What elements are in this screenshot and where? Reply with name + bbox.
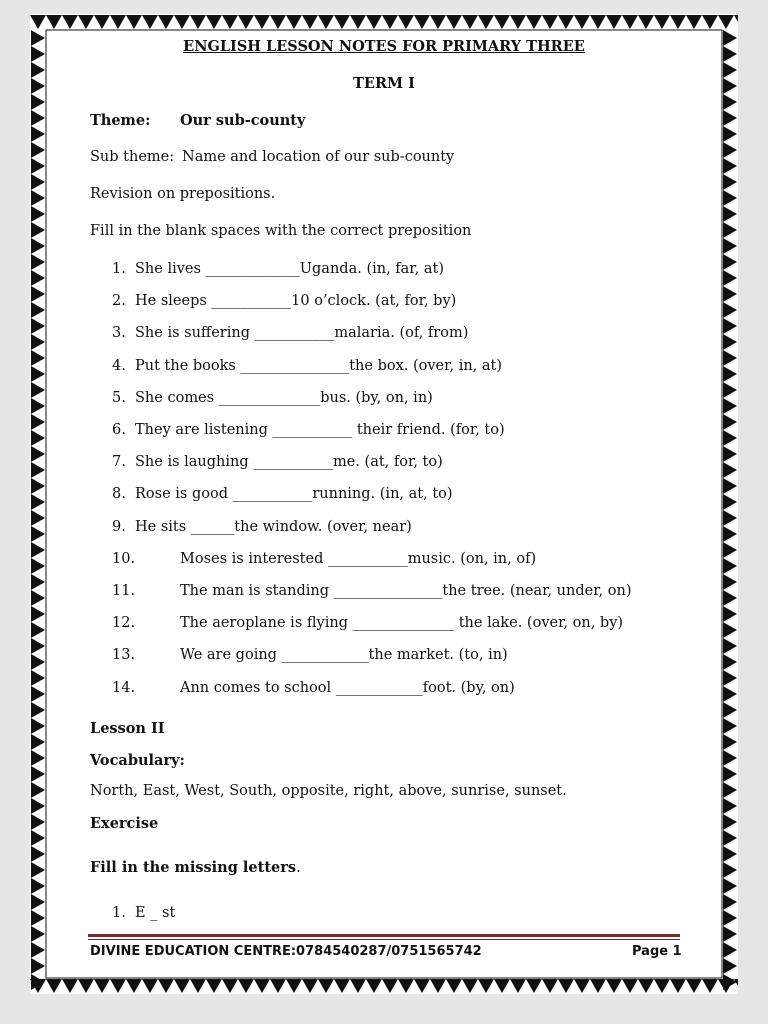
list-item-text: The aeroplane is flying ______________ the lake. (over, on, by)	[180, 615, 624, 632]
list-item-number: 14.	[112, 679, 136, 696]
list-item-text: The man is standing _______________the tree. (near, under, on)	[180, 583, 632, 599]
sub-theme-label: Sub theme:	[90, 149, 175, 165]
exercise-heading: Exercise	[90, 815, 159, 832]
list-item-number: 10.	[112, 550, 136, 567]
list-item-number: 7.	[112, 454, 126, 471]
vocabulary-words: North, East, West, South, opposite, right, above, sunrise, sunset.	[90, 783, 567, 799]
list-item-text: Rose is good ___________running. (in, at, to)	[135, 486, 453, 503]
list-item-text: He sits ______the window. (over, near)	[135, 518, 412, 535]
list-item-text: We are going ____________the market. (to, in)	[180, 647, 508, 664]
list-item-text: Moses is interested ___________music. (on, in, of)	[180, 550, 537, 567]
list-item-text: Ann comes to school ____________foot. (by, on)	[180, 679, 515, 696]
lesson-heading: Lesson II	[90, 720, 165, 737]
footer-rule-thick	[88, 934, 680, 937]
term-heading: TERM I	[353, 75, 415, 92]
footer-page-number: Page 1	[632, 944, 682, 959]
list-item-number: 12.	[112, 615, 136, 632]
missing-letters-period: .	[296, 860, 301, 876]
list-item-text: She is laughing ___________me. (at, for, to)	[135, 454, 443, 471]
list-item-text: E _ st	[135, 905, 176, 921]
list-item-number: 6.	[112, 422, 126, 438]
vocabulary-heading: Vocabulary:	[90, 752, 185, 769]
list-item-number: 8.	[112, 486, 126, 503]
page-content	[30, 14, 738, 994]
exercise-instruction: Fill in the blank spaces with the correct preposition	[90, 223, 472, 239]
sub-theme-value: Name and location of our sub-county	[182, 149, 455, 165]
list-item-number: 13.	[112, 647, 136, 664]
revision-line: Revision on prepositions.	[90, 186, 276, 202]
list-item-number: 5.	[112, 389, 126, 406]
list-item-text: She is suffering ___________malaria. (of, from)	[135, 325, 469, 342]
list-item-number: 4.	[112, 357, 126, 374]
theme-label: Theme:	[90, 112, 151, 129]
missing-letters-instruction	[90, 859, 301, 876]
missing-letters-text: Fill in the missing letters	[90, 859, 297, 876]
list-item-number: 9.	[112, 518, 126, 535]
list-item-text: They are listening ___________ their friend. (for, to)	[135, 422, 505, 438]
footer-rule-thin	[88, 939, 680, 940]
list-item-number: 3.	[112, 325, 126, 342]
list-item-number: 1.	[112, 261, 126, 277]
footer-publisher: DIVINE EDUCATION CENTRE:0784540287/0751565742	[90, 944, 482, 959]
list-item-text: Put the books _______________the box. (over, in, at)	[135, 357, 503, 374]
list-item-text: She lives _____________Uganda. (in, far, at)	[135, 261, 444, 277]
document-page	[30, 14, 738, 994]
document-title: ENGLISH LESSON NOTES FOR PRIMARY THREE	[183, 38, 585, 55]
list-item-text: She comes ______________bus. (by, on, in)	[135, 389, 433, 406]
list-item-number: 1.	[112, 905, 126, 921]
theme-value: Our sub-county	[180, 112, 306, 129]
list-item-number: 11.	[112, 583, 136, 599]
list-item-text: He sleeps ___________10 o’clock. (at, for, by)	[135, 293, 457, 310]
list-item-number: 2.	[112, 293, 126, 310]
